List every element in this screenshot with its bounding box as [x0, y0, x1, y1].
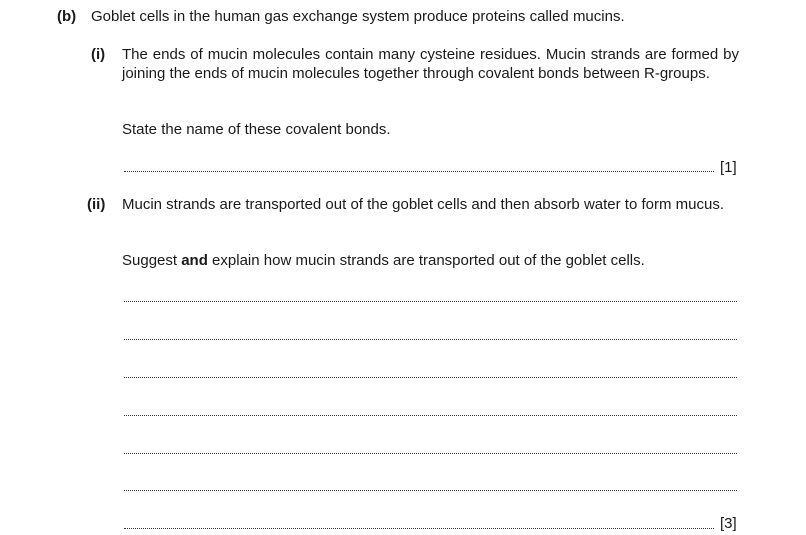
part-b-label: (b) [57, 8, 77, 25]
part-ii-answer-line[interactable] [124, 300, 737, 302]
part-ii-answer-line[interactable] [124, 452, 737, 454]
part-ii-answer-line[interactable] [124, 414, 737, 416]
part-ii-answer-line[interactable] [124, 376, 737, 378]
part-i-instruction: State the name of these covalent bonds. [122, 121, 391, 138]
part-ii-marks: [3] [720, 515, 737, 532]
part-b-stem: Goblet cells in the human gas exchange system produce proteins called mucins. [91, 8, 625, 25]
part-ii-paragraph: Mucin strands are transported out of the goblet cells and then absorb water to form mucus. [122, 196, 724, 213]
part-i-marks: [1] [720, 159, 737, 176]
instruction-post: explain how mucin strands are transported out of the goblet cells. [207, 252, 645, 269]
part-i-paragraph: The ends of mucin molecules contain many cysteine residues. Mucin strands are formed by joining the ends of mucin molecules together through covalent bonds between R-groups. [122, 46, 739, 82]
instruction-emphasis: and [181, 252, 208, 269]
part-i-label: (i) [91, 46, 106, 63]
part-ii-answer-line[interactable] [124, 489, 737, 491]
part-ii-answer-line[interactable] [124, 338, 737, 340]
part-i-answer-line[interactable] [124, 170, 714, 172]
part-ii-instruction [122, 252, 739, 269]
part-ii-label: (ii) [87, 196, 106, 213]
part-ii-answer-line[interactable] [124, 527, 714, 529]
instruction-pre: Suggest [122, 252, 182, 269]
